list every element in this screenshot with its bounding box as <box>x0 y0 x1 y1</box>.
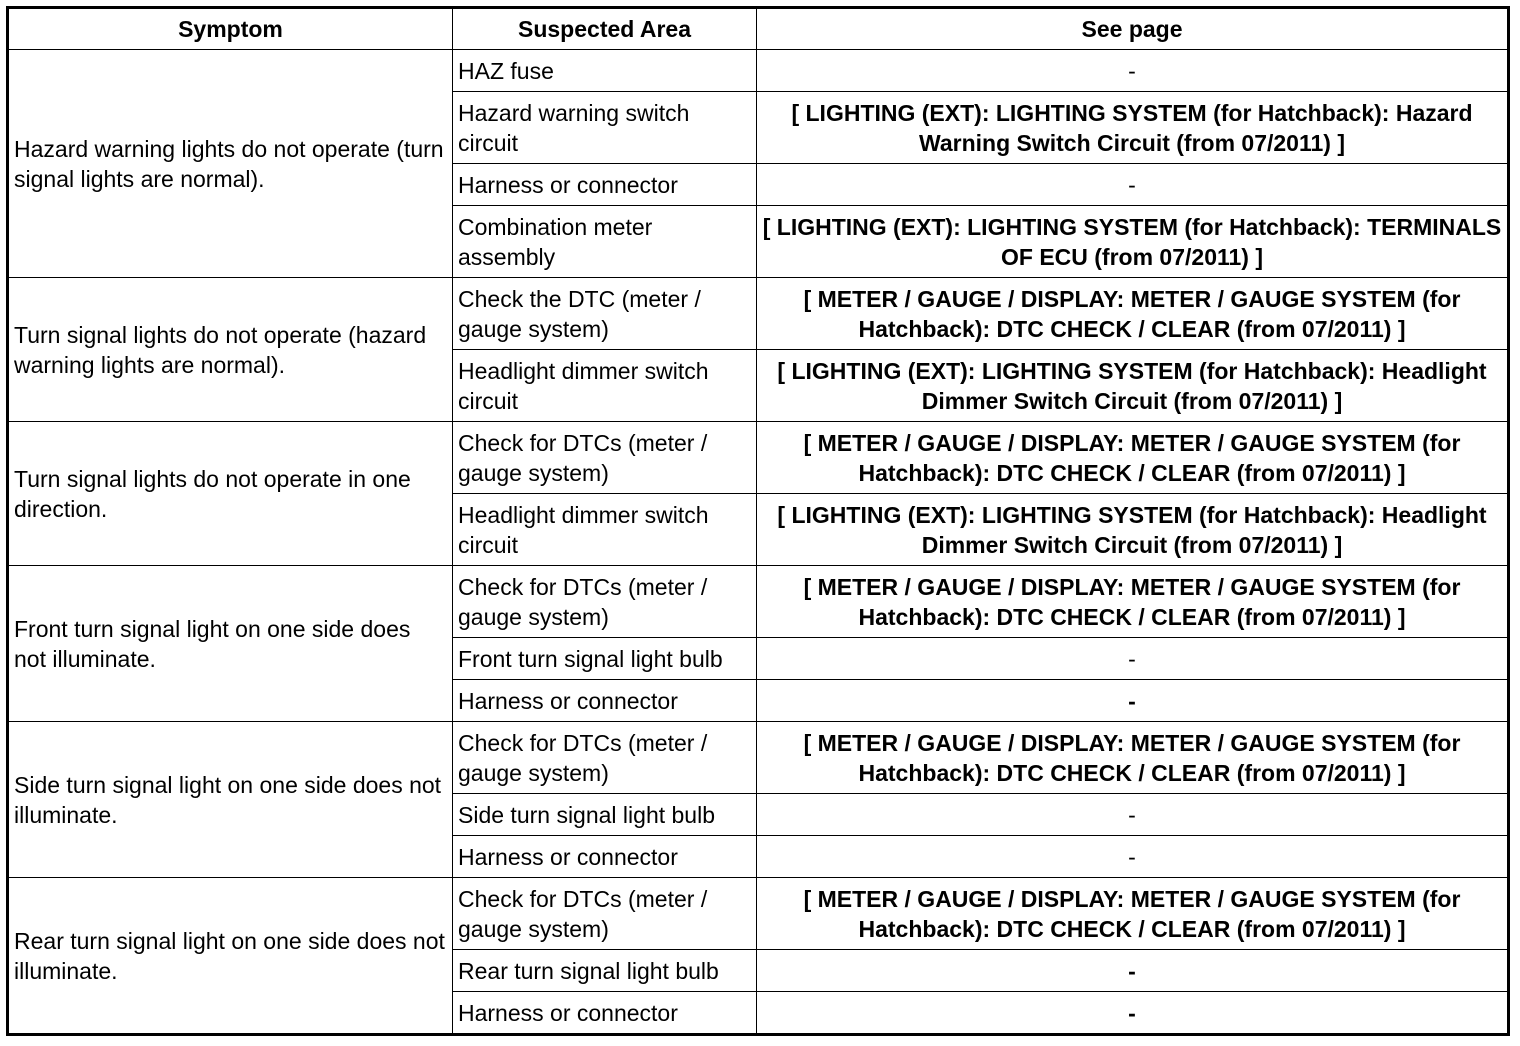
header-see-page: See page <box>757 8 1509 50</box>
symptom-cell: Hazard warning lights do not operate (turn signal lights are normal). <box>8 50 453 278</box>
suspected-area-cell: Harness or connector <box>453 680 757 722</box>
see-page-link[interactable]: [ METER / GAUGE / DISPLAY: METER / GAUGE SYSTEM (for Hatchback): DTC CHECK / CLEAR (from 07/2011) ] <box>757 878 1509 950</box>
symptom-cell: Rear turn signal light on one side does not illuminate. <box>8 878 453 1035</box>
suspected-area-cell: Check for DTCs (meter / gauge system) <box>453 722 757 794</box>
suspected-area-cell: HAZ fuse <box>453 50 757 92</box>
troubleshooting-table-wrapper <box>6 6 1510 1036</box>
suspected-area-cell: Harness or connector <box>453 164 757 206</box>
suspected-area-cell: Combination meter assembly <box>453 206 757 278</box>
see-page-cell: - <box>757 836 1509 878</box>
suspected-area-cell: Side turn signal light bulb <box>453 794 757 836</box>
symptom-cell: Front turn signal light on one side does not illuminate. <box>8 566 453 722</box>
header-row <box>8 8 1509 50</box>
see-page-cell: - <box>757 992 1509 1035</box>
symptom-cell: Turn signal lights do not operate in one direction. <box>8 422 453 566</box>
suspected-area-cell: Headlight dimmer switch circuit <box>453 494 757 566</box>
symptom-cell: Side turn signal light on one side does not illuminate. <box>8 722 453 878</box>
suspected-area-cell: Check for DTCs (meter / gauge system) <box>453 566 757 638</box>
see-page-link[interactable]: [ METER / GAUGE / DISPLAY: METER / GAUGE SYSTEM (for Hatchback): DTC CHECK / CLEAR (from 07/2011) ] <box>757 722 1509 794</box>
see-page-link[interactable]: [ LIGHTING (EXT): LIGHTING SYSTEM (for Hatchback): Hazard Warning Switch Circuit (from 07/2011) ] <box>757 92 1509 164</box>
suspected-area-cell: Rear turn signal light bulb <box>453 950 757 992</box>
see-page-link[interactable]: [ METER / GAUGE / DISPLAY: METER / GAUGE SYSTEM (for Hatchback): DTC CHECK / CLEAR (from 07/2011) ] <box>757 278 1509 350</box>
table-row <box>8 422 1509 494</box>
suspected-area-cell: Headlight dimmer switch circuit <box>453 350 757 422</box>
table-row <box>8 50 1509 92</box>
suspected-area-cell: Hazard warning switch circuit <box>453 92 757 164</box>
see-page-cell: - <box>757 638 1509 680</box>
see-page-link[interactable]: [ LIGHTING (EXT): LIGHTING SYSTEM (for Hatchback): TERMINALS OF ECU (from 07/2011) ] <box>757 206 1509 278</box>
table-row <box>8 878 1509 950</box>
see-page-link[interactable]: [ LIGHTING (EXT): LIGHTING SYSTEM (for Hatchback): Headlight Dimmer Switch Circuit (from 07/2011) ] <box>757 494 1509 566</box>
symptom-cell: Turn signal lights do not operate (hazard warning lights are normal). <box>8 278 453 422</box>
see-page-link[interactable]: [ METER / GAUGE / DISPLAY: METER / GAUGE SYSTEM (for Hatchback): DTC CHECK / CLEAR (from 07/2011) ] <box>757 422 1509 494</box>
see-page-link[interactable]: [ METER / GAUGE / DISPLAY: METER / GAUGE SYSTEM (for Hatchback): DTC CHECK / CLEAR (from 07/2011) ] <box>757 566 1509 638</box>
see-page-cell: - <box>757 50 1509 92</box>
header-suspected-area: Suspected Area <box>453 8 757 50</box>
suspected-area-cell: Check for DTCs (meter / gauge system) <box>453 422 757 494</box>
see-page-link[interactable]: [ LIGHTING (EXT): LIGHTING SYSTEM (for Hatchback): Headlight Dimmer Switch Circuit (from 07/2011) ] <box>757 350 1509 422</box>
see-page-cell: - <box>757 950 1509 992</box>
suspected-area-cell: Harness or connector <box>453 992 757 1035</box>
suspected-area-cell: Front turn signal light bulb <box>453 638 757 680</box>
suspected-area-cell: Harness or connector <box>453 836 757 878</box>
suspected-area-cell: Check the DTC (meter / gauge system) <box>453 278 757 350</box>
table-row <box>8 278 1509 350</box>
table-row <box>8 566 1509 638</box>
table-row <box>8 722 1509 794</box>
see-page-cell: - <box>757 680 1509 722</box>
see-page-cell: - <box>757 794 1509 836</box>
see-page-cell: - <box>757 164 1509 206</box>
header-symptom: Symptom <box>8 8 453 50</box>
suspected-area-cell: Check for DTCs (meter / gauge system) <box>453 878 757 950</box>
troubleshooting-table <box>6 6 1510 1036</box>
